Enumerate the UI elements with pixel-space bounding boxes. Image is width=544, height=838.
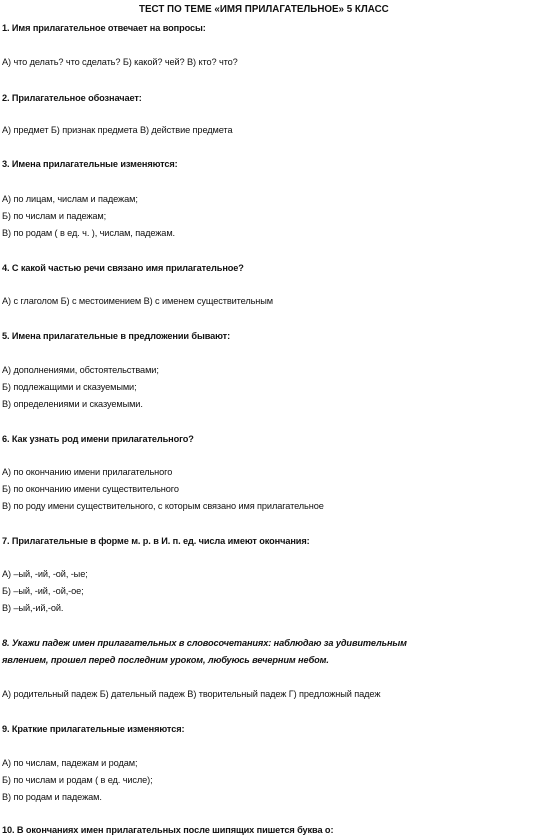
question-8: 8. Укажи падеж имен прилагательных в словосочетаниях: наблюдаю за удивительным bbox=[2, 638, 407, 648]
answer-3-b: Б) по числам и падежам; bbox=[2, 211, 107, 221]
answer-6-a: А) по окончанию имени прилагательного bbox=[2, 467, 173, 477]
question-2: 2. Прилагательное обозначает: bbox=[2, 93, 142, 103]
question-6: 6. Как узнать род имени прилагательного? bbox=[2, 434, 194, 444]
document-title: ТЕСТ ПО ТЕМЕ «ИМЯ ПРИЛАГАТЕЛЬНОЕ» 5 КЛАСС bbox=[139, 4, 389, 15]
answer-5-c: В) определениями и сказуемыми. bbox=[2, 399, 143, 409]
answer-9-b: Б) по числам и родам ( в ед. числе); bbox=[2, 775, 153, 785]
question-9: 9. Краткие прилагательные изменяются: bbox=[2, 724, 185, 734]
answer-3-c: В) по родам ( в ед. ч. ), числам, падежам. bbox=[2, 228, 175, 238]
answer-9-c: В) по родам и падежам. bbox=[2, 792, 102, 802]
question-10: 10. В окончаниях имен прилагательных после шипящих пишется буква о: bbox=[2, 825, 334, 835]
answer-9-a: А) по числам, падежам и родам; bbox=[2, 758, 138, 768]
question-5: 5. Имена прилагательные в предложении бывают: bbox=[2, 331, 231, 341]
answer-4-options: А) с глаголом Б) с местоимением В) с именем существительным bbox=[2, 296, 273, 306]
answer-7-c: В) –ый,-ий,-ой. bbox=[2, 603, 64, 613]
answer-6-c: В) по роду имени существительного, с которым связано имя прилагательное bbox=[2, 501, 324, 511]
answer-8-options: А) родительный падеж Б) дательный падеж В) творительный падеж Г) предложный падеж bbox=[2, 689, 381, 699]
question-1: 1. Имя прилагательное отвечает на вопросы: bbox=[2, 23, 206, 33]
question-7: 7. Прилагательные в форме м. р. в И. п. ед. числа имеют окончания: bbox=[2, 536, 310, 546]
answer-5-a: А) дополнениями, обстоятельствами; bbox=[2, 365, 159, 375]
answer-7-a: А) –ый, -ий, -ой, -ые; bbox=[2, 569, 88, 579]
answer-7-b: Б) –ый, -ий, -ой,-ое; bbox=[2, 586, 84, 596]
answer-5-b: Б) подлежащими и сказуемыми; bbox=[2, 382, 137, 392]
answer-2-options: А) предмет Б) признак предмета В) действие предмета bbox=[2, 125, 233, 135]
question-8-continued: явлением, прошел перед последним уроком, любуюсь вечерним небом. bbox=[2, 655, 329, 665]
question-4: 4. С какой частью речи связано имя прилагательное? bbox=[2, 263, 244, 273]
question-3: 3. Имена прилагательные изменяются: bbox=[2, 159, 178, 169]
answer-1-options: А) что делать? что сделать? Б) какой? чей? В) кто? что? bbox=[2, 57, 238, 67]
answer-3-a: А) по лицам, числам и падежам; bbox=[2, 194, 138, 204]
answer-6-b: Б) по окончанию имени существительного bbox=[2, 484, 179, 494]
